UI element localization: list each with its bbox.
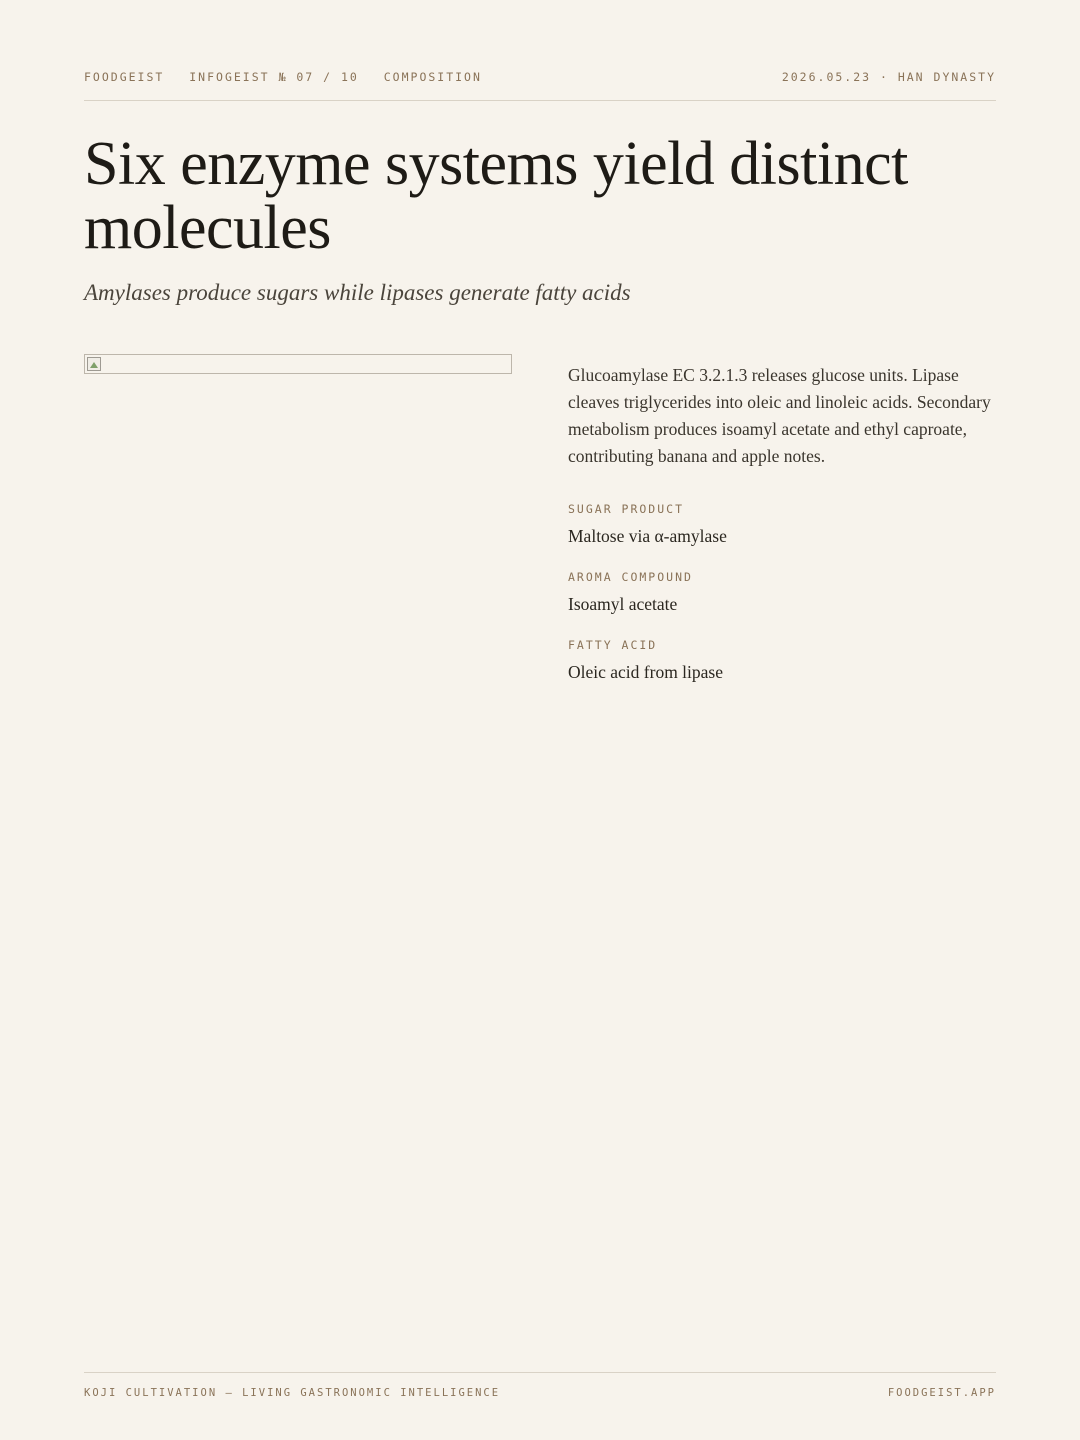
fact-value: Maltose via α-amylase [568, 526, 727, 546]
fact-label: AROMA COMPOUND [568, 570, 693, 584]
fact-item [568, 502, 996, 548]
fact-label: SUGAR PRODUCT [568, 502, 685, 516]
dateline: 2026.05.23 · HAN DYNASTY [781, 70, 996, 84]
fact-item [568, 638, 996, 684]
fact-value: Isoamyl acetate [568, 594, 678, 614]
article-body: Glucoamylase EC 3.2.1.3 releases glucose units. Lipase cleaves triglycerides into oleic and linoleic acids. Secondary metabolism produces isoamyl acetate and ethyl caproate, contributing banana and apple notes. [568, 365, 991, 466]
footer-site-link[interactable]: FOODGEIST.APP [887, 1387, 996, 1399]
footer-tagline: KOJI CULTIVATION — LIVING GASTRONOMIC INTELLIGENCE [84, 1387, 501, 1399]
issue-number: INFOGEIST № 07 / 10 [189, 70, 359, 84]
top-bar [84, 70, 996, 101]
fact-value: Oleic acid from lipase [568, 662, 724, 682]
fact-label: FATTY ACID [568, 638, 658, 652]
page-title: Six enzyme systems yield distinct molecules [84, 130, 908, 262]
broken-image-icon [87, 357, 101, 371]
header-left [84, 70, 498, 84]
footer [84, 1372, 996, 1399]
section-name: COMPOSITION [383, 70, 482, 84]
fact-item [568, 570, 996, 616]
page-subtitle: Amylases produce sugars while lipases generate fatty acids [84, 280, 631, 305]
fact-list [568, 502, 996, 706]
broken-image-placeholder [84, 354, 512, 374]
brand-name: FOODGEIST [84, 70, 165, 84]
